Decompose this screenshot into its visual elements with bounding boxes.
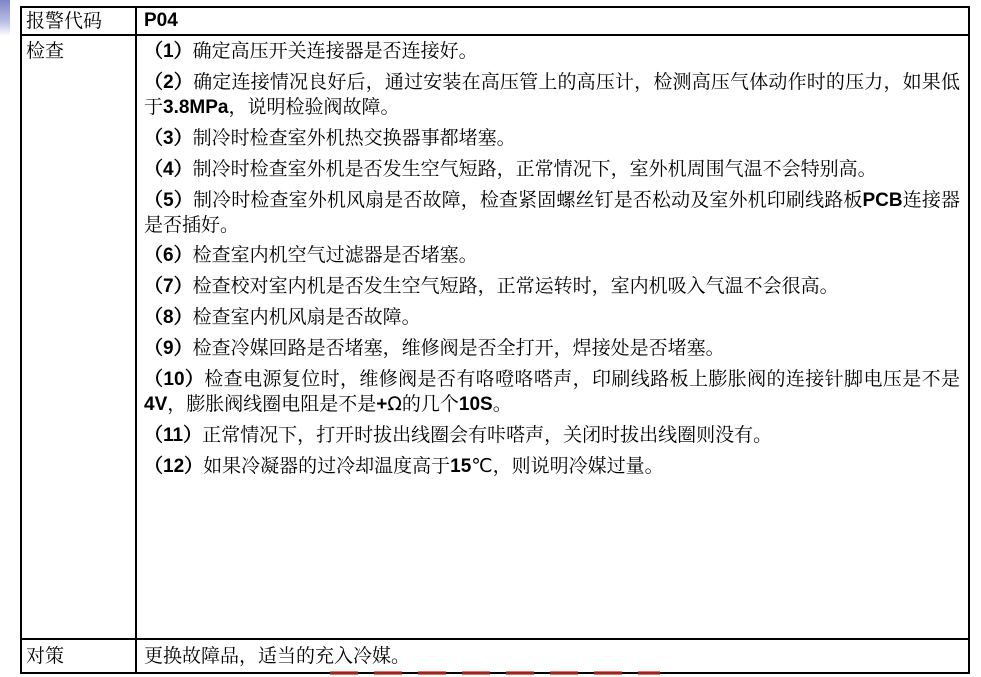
check-label: 检查: [26, 40, 65, 62]
check-step-highlight: 10S: [458, 394, 493, 415]
check-step: [144, 423, 960, 448]
check-step: [144, 70, 960, 120]
check-step-text: 确定高压开关连接器是否连接好。: [192, 40, 478, 62]
alarm-code-table: [20, 6, 970, 674]
check-step: [144, 243, 960, 268]
check-step-highlight: +: [376, 394, 388, 415]
check-step-number: （1）: [144, 41, 193, 62]
check-step-number: （11）: [144, 425, 203, 446]
alarm-code-label: 报警代码: [26, 10, 103, 32]
cropped-red-text-fragment: [330, 671, 660, 675]
check-step: [144, 367, 960, 417]
check-step-number: （10）: [144, 369, 205, 390]
check-step-text: 正常情况下，打开时拔出线圈会有咔嗒声，关闭时拔出线圈则没有。: [202, 424, 773, 446]
check-step-text: 检查校对室内机是否发生空气短路，正常运转时，室内机吸入气温不会很高。: [192, 275, 839, 297]
action-value: 更换故障品，适当的充入冷媒。: [144, 645, 411, 667]
check-step-number: （7）: [144, 276, 193, 297]
check-step: [144, 157, 960, 182]
check-step-text: 。: [492, 393, 512, 415]
check-step: [144, 454, 960, 479]
check-step-number: （5）: [144, 190, 193, 211]
check-step-number: （3）: [144, 128, 193, 149]
check-step-text: Ω的几个: [387, 393, 459, 415]
check-step-text: 制冷时检查室外机是否发生空气短路，正常情况下，室外机周围气温不会特别高。: [192, 158, 877, 180]
check-steps-list: [144, 39, 960, 485]
check-step-text: 检查室内机空气过滤器是否堵塞。: [192, 244, 478, 266]
check-step-number: （2）: [144, 72, 194, 93]
check-step-text: 制冷时检查室外机风扇是否故障，检查紧固螺丝钉是否松动及室外机印刷线路板: [192, 189, 863, 211]
slide-corner-accent: [0, 0, 10, 36]
column-divider: [135, 8, 137, 34]
check-step-number: （12）: [144, 456, 204, 477]
check-step-text: ℃，则说明冷媒过量。: [471, 455, 664, 477]
check-step: [144, 126, 960, 151]
check-step-number: （4）: [144, 159, 193, 180]
row-action: [22, 640, 968, 672]
row-alarm-code: [22, 8, 968, 36]
check-step-text: 如果冷凝器的过冷却温度高于: [203, 455, 451, 477]
action-label: 对策: [26, 645, 65, 667]
check-step-number: （6）: [144, 245, 193, 266]
row-check: [22, 36, 968, 640]
check-step: [144, 188, 960, 237]
check-step-text: 制冷时检查室外机热交换器事都堵塞。: [192, 127, 516, 149]
check-step-text: ，膨胀阀线圈电阻是不是: [167, 393, 377, 415]
column-divider: [135, 640, 137, 672]
check-step: [144, 274, 960, 299]
check-step-highlight: 15: [450, 456, 472, 477]
check-step-text: 检查冷媒回路是否堵塞，维修阀是否全打开，焊接处是否堵塞。: [192, 337, 725, 359]
check-step-text: 确定连接情况良好后，通过安装在高压管上的高压计，检测高压气体动作时的压力，如果低于: [144, 71, 960, 118]
check-step: [144, 305, 960, 330]
check-step: [144, 39, 960, 64]
check-step-highlight: PCB: [862, 190, 903, 211]
check-step-number: （8）: [144, 307, 193, 328]
check-step-number: （9）: [144, 338, 193, 359]
check-step-highlight: 4V: [144, 394, 168, 415]
check-step-text: 检查电源复位时，维修阀是否有咯噔咯嗒声，印刷线路板上膨胀阀的连接针脚电压是不是: [204, 368, 960, 390]
check-step: [144, 336, 960, 361]
check-step-text: 连接器是否插好。: [144, 189, 960, 236]
check-step-text: ，说明检验阀故障。: [228, 96, 400, 118]
check-step-highlight: 3.8MPa: [163, 97, 229, 118]
column-divider: [135, 36, 137, 638]
check-step-text: 检查室内机风扇是否故障。: [192, 306, 421, 328]
alarm-code-value: P04: [144, 10, 178, 31]
